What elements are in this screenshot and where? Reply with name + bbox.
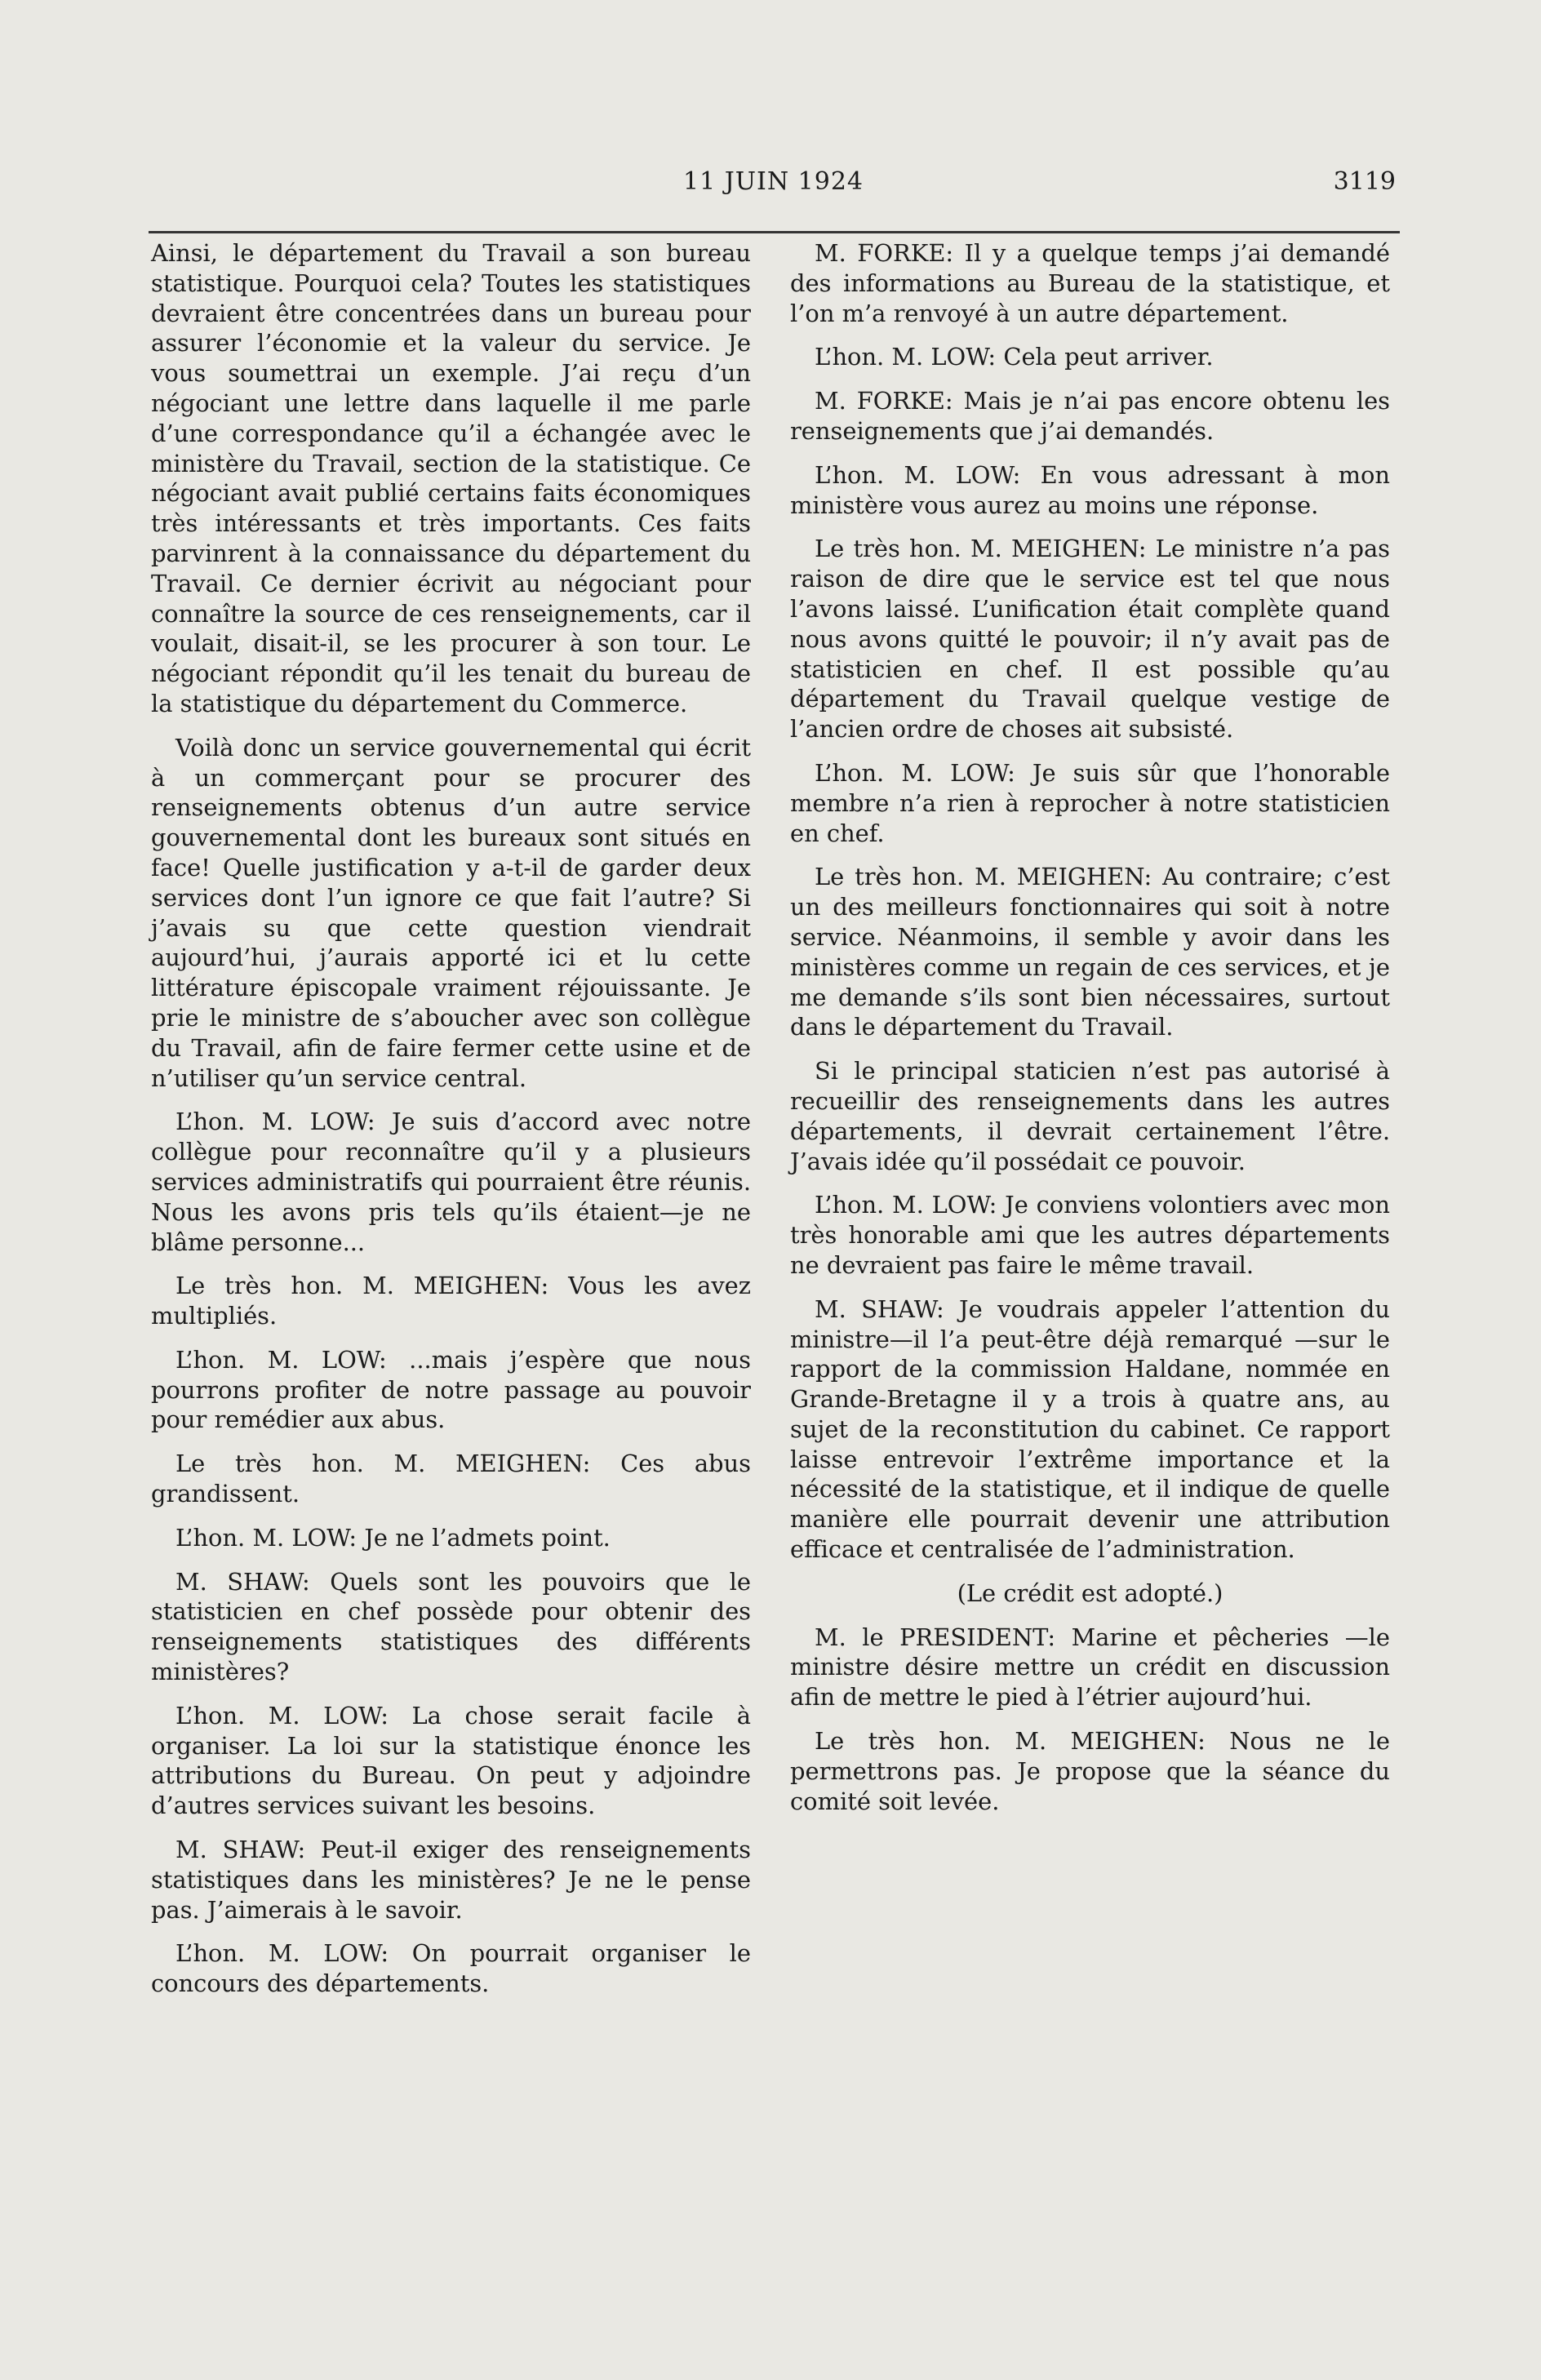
- paragraph: M. FORKE: Mais je n’ai pas encore obtenu les renseignements que j’ai demandés.: [790, 387, 1390, 445]
- paragraph: L’hon. M. LOW: En vous adressant à mon ministère vous aurez au moins une réponse.: [790, 460, 1390, 519]
- paragraph: L’hon. M. LOW: ...mais j’espère que nous pourrons profiter de notre passage au pouvoir pour remédier aux abus.: [151, 1345, 751, 1434]
- paragraph: L’hon. M. LOW: On pourrait organiser le concours des départements.: [151, 1939, 751, 1998]
- paragraph: L’hon. M. LOW: Je ne l’admets point.: [175, 1523, 611, 1552]
- paragraph: M. SHAW: Quels sont les pouvoirs que le statisticien en chef possède pour obtenir des renseignements statistiques des différents ministères?: [151, 1567, 751, 1686]
- paragraph: Si le principal staticien n’est pas autorisé à recueillir des renseignements dans les autres départements, il devrait certainement l’être. J’avais idée qu’il possédait ce pouvoir.: [790, 1057, 1390, 1175]
- paragraph: Le très hon. M. MEIGHEN: Vous les avez multipliés.: [151, 1272, 751, 1330]
- paragraph: Ainsi, le département du Travail a son bureau statistique. Pourquoi cela? Toutes les statistiques devraient être concentrées dans un bureau pour assurer l’économie et la valeur du service. Je vous soumettrai un exemple. J’ai reçu d’un négociant une lettre dans laquelle il me parle d’une correspondance qu’il a échangée avec le ministère du Travail, section de la statistique. Ce négociant avait publié certains faits économiques très intéressants et très importants. Ces faits parvinrent à la connaissance du département du Travail. Ce dernier écrivit au négociant pour connaître la source de ces renseignements, car il voulait, disait-il, se les procurer à son tour. Le négociant répondit qu’il les tenait du bureau de la statistique du département du Commerce.: [151, 239, 751, 717]
- paragraph: Le très hon. M. MEIGHEN: Au contraire; c’est un des meilleurs fonctionnaires qui soit à notre service. Néanmoins, il semble y avoir dans les ministères comme un regain de ces services, et je me demande s’ils sont bien nécessaires, surtout dans le département du Travail.: [790, 863, 1390, 1041]
- paragraph: L’hon. M. LOW: Cela peut arriver.: [815, 343, 1214, 371]
- page-number: 3119: [1333, 167, 1396, 196]
- paragraph-adopted-note: (Le crédit est adopté.): [957, 1579, 1223, 1607]
- paragraph: Le très hon. M. MEIGHEN: Le ministre n’a pas raison de dire que le service est tel que nous l’avons laissé. L’unification était complète quand nous avons quitté le pouvoir; il n’y avait pas de statisticien en chef. Il est possible qu’au département du Travail quelque vestige de l’ancien ordre de choses ait subsisté.: [790, 535, 1390, 744]
- paragraph: L’hon. M. LOW: Je suis d’accord avec notre collègue pour reconnaître qu’il y a plusieurs services administratifs qui pourraient être réunis. Nous les avons pris tels qu’ils étaient—je ne blâme personne...: [151, 1108, 751, 1256]
- paragraph: Le très hon. M. MEIGHEN: Ces abus grandissent.: [151, 1450, 751, 1508]
- paragraph: Le très hon. M. MEIGHEN: Nous ne le permettrons pas. Je propose que la séance du comité soit levée.: [790, 1727, 1390, 1815]
- page-header: [151, 167, 1396, 216]
- paragraph: L’hon. M. LOW: Je conviens volontiers avec mon très honorable ami que les autres départements ne devraient pas faire le même travail.: [790, 1191, 1390, 1279]
- header-date: 11 JUIN 1924: [682, 167, 864, 196]
- paragraph: L’hon. M. LOW: Je suis sûr que l’honorable membre n’a rien à reprocher à notre statisticien en chef.: [790, 758, 1390, 847]
- paragraph: M. SHAW: Peut-il exiger des renseignements statistiques dans les ministères? Je ne le pense pas. J’aimerais à le savoir.: [151, 1836, 751, 1924]
- left-column: [151, 238, 751, 2013]
- header-rule: [149, 231, 1400, 233]
- paragraph: Voilà donc un service gouvernemental qui écrit à un commerçant pour se procurer des renseignements obtenus d’un autre service gouvernemental dont les bureaux sont situés en face! Quelle justification y a-t-il de garder deux services dont l’un ignore ce que fait l’autre? Si j’avais su que cette question viendrait aujourd’hui, j’aurais apporté ici et lu cette littérature épiscopale vraiment réjouissante. Je prie le ministre de s’aboucher avec son collègue du Travail, afin de faire fermer cette usine et de n’utiliser qu’un service central.: [151, 733, 751, 1092]
- paragraph: M. FORKE: Il y a quelque temps j’ai demandé des informations au Bureau de la statistique, et l’on m’a renvoyé à un autre département.: [790, 239, 1390, 327]
- right-column: [790, 238, 1390, 1830]
- paragraph: M. SHAW: Je voudrais appeler l’attention du ministre—il l’a peut-être déjà remarqué —sur le rapport de la commission Haldane, nommée en Grande-Bretagne il y a trois à quatre ans, au sujet de la reconstitution du cabinet. Ce rapport laisse entrevoir l’extrême importance et la nécessité de la statistique, et il indique de quelle manière elle pourrait devenir une attribution efficace et centralisée de l’administration.: [790, 1294, 1390, 1564]
- paragraph: M. le PRESIDENT: Marine et pêcheries —le ministre désire mettre un crédit en discussion afin de mettre le pied à l’étrier aujourd’hui.: [790, 1623, 1390, 1712]
- paragraph: L’hon. M. LOW: La chose serait facile à organiser. La loi sur la statistique énonce les attributions du Bureau. On peut y adjoindre d’autres services suivant les besoins.: [151, 1701, 751, 1820]
